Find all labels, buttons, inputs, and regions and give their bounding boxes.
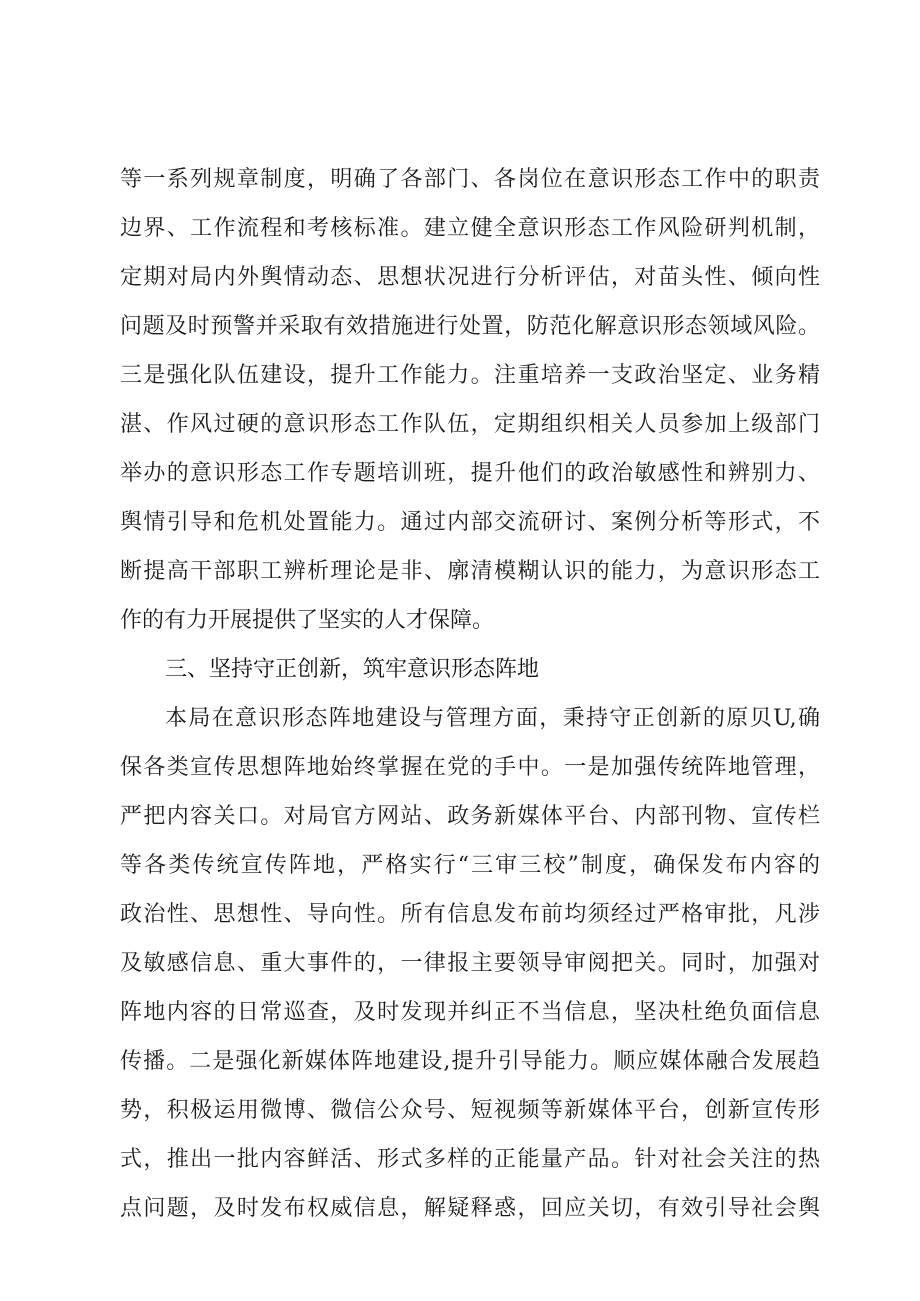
paragraph-line: 边界、工作流程和考核标准。建立健全意识形态工作风险研判机制， — [120, 216, 820, 241]
paragraph-line: 等各类传统宣传阵地，严格实行“三审三校”制度，确保发布内容的 — [120, 853, 820, 878]
paragraph-line: 举办的意识形态工作专题培训班，提升他们的政治敏感性和辨别力、 — [120, 461, 820, 486]
paragraph-line: 湛、作风过硬的意识形态工作队伍，定期组织相关人员参加上级部门 — [120, 412, 820, 437]
paragraph-line: 断提高干部职工辨析理论是非、廓清模糊认识的能力，为意识形态工 — [120, 559, 820, 584]
paragraph-line: 舆情引导和危机处置能力。通过内部交流研讨、案例分析等形式，不 — [120, 510, 820, 535]
paragraph-line: 点问题，及时发布权威信息，解疑释惑，回应关切，有效引导社会舆 — [120, 1196, 820, 1221]
paragraph-line: 传播。二是强化新媒体阵地建设,提升引导能力。顺应媒体融合发展趋 — [120, 1049, 820, 1074]
paragraph-line: 本局在意识形态阵地建设与管理方面，秉持守正创新的原贝U,确 — [165, 706, 820, 731]
paragraph-line: 势，积极运用微博、微信公众号、短视频等新媒体平台，创新宣传形 — [120, 1098, 820, 1123]
paragraph-line: 等一系列规章制度，明确了各部门、各岗位在意识形态工作中的职责 — [120, 167, 820, 192]
paragraph-line: 式，推出一批内容鲜活、形式多样的正能量产品。针对社会关注的热 — [120, 1147, 820, 1172]
paragraph-line: 及敏感信息、重大事件的，一律报主要领导审阅把关。同时，加强对 — [120, 951, 820, 976]
paragraph-line: 三是强化队伍建设，提升工作能力。注重培养一支政治坚定、业务精 — [120, 363, 820, 388]
paragraph-line: 政治性、思想性、导向性。所有信息发布前均须经过严格审批，凡涉 — [120, 902, 820, 927]
paragraph-line: 严把内容关口。对局官方网站、政务新媒体平台、内部刊物、宣传栏 — [120, 804, 820, 829]
paragraph-line: 阵地内容的日常巡查，及时发现并纠正不当信息，坚决杜绝负面信息 — [120, 1000, 820, 1025]
paragraph-line: 问题及时预警并采取有效措施进行处置，防范化解意识形态领域风险。 — [120, 314, 820, 339]
paragraph-line: 保各类宣传思想阵地始终掌握在党的手中。一是加强传统阵地管理， — [120, 755, 820, 780]
section-heading: 三、坚持守正创新，筑牢意识形态阵地 — [165, 657, 540, 682]
paragraph-line: 作的有力开展提供了坚实的人才保障。 — [120, 608, 495, 633]
paragraph-line: 定期对局内外舆情动态、思想状况进行分析评估，对苗头性、倾向性 — [120, 265, 820, 290]
